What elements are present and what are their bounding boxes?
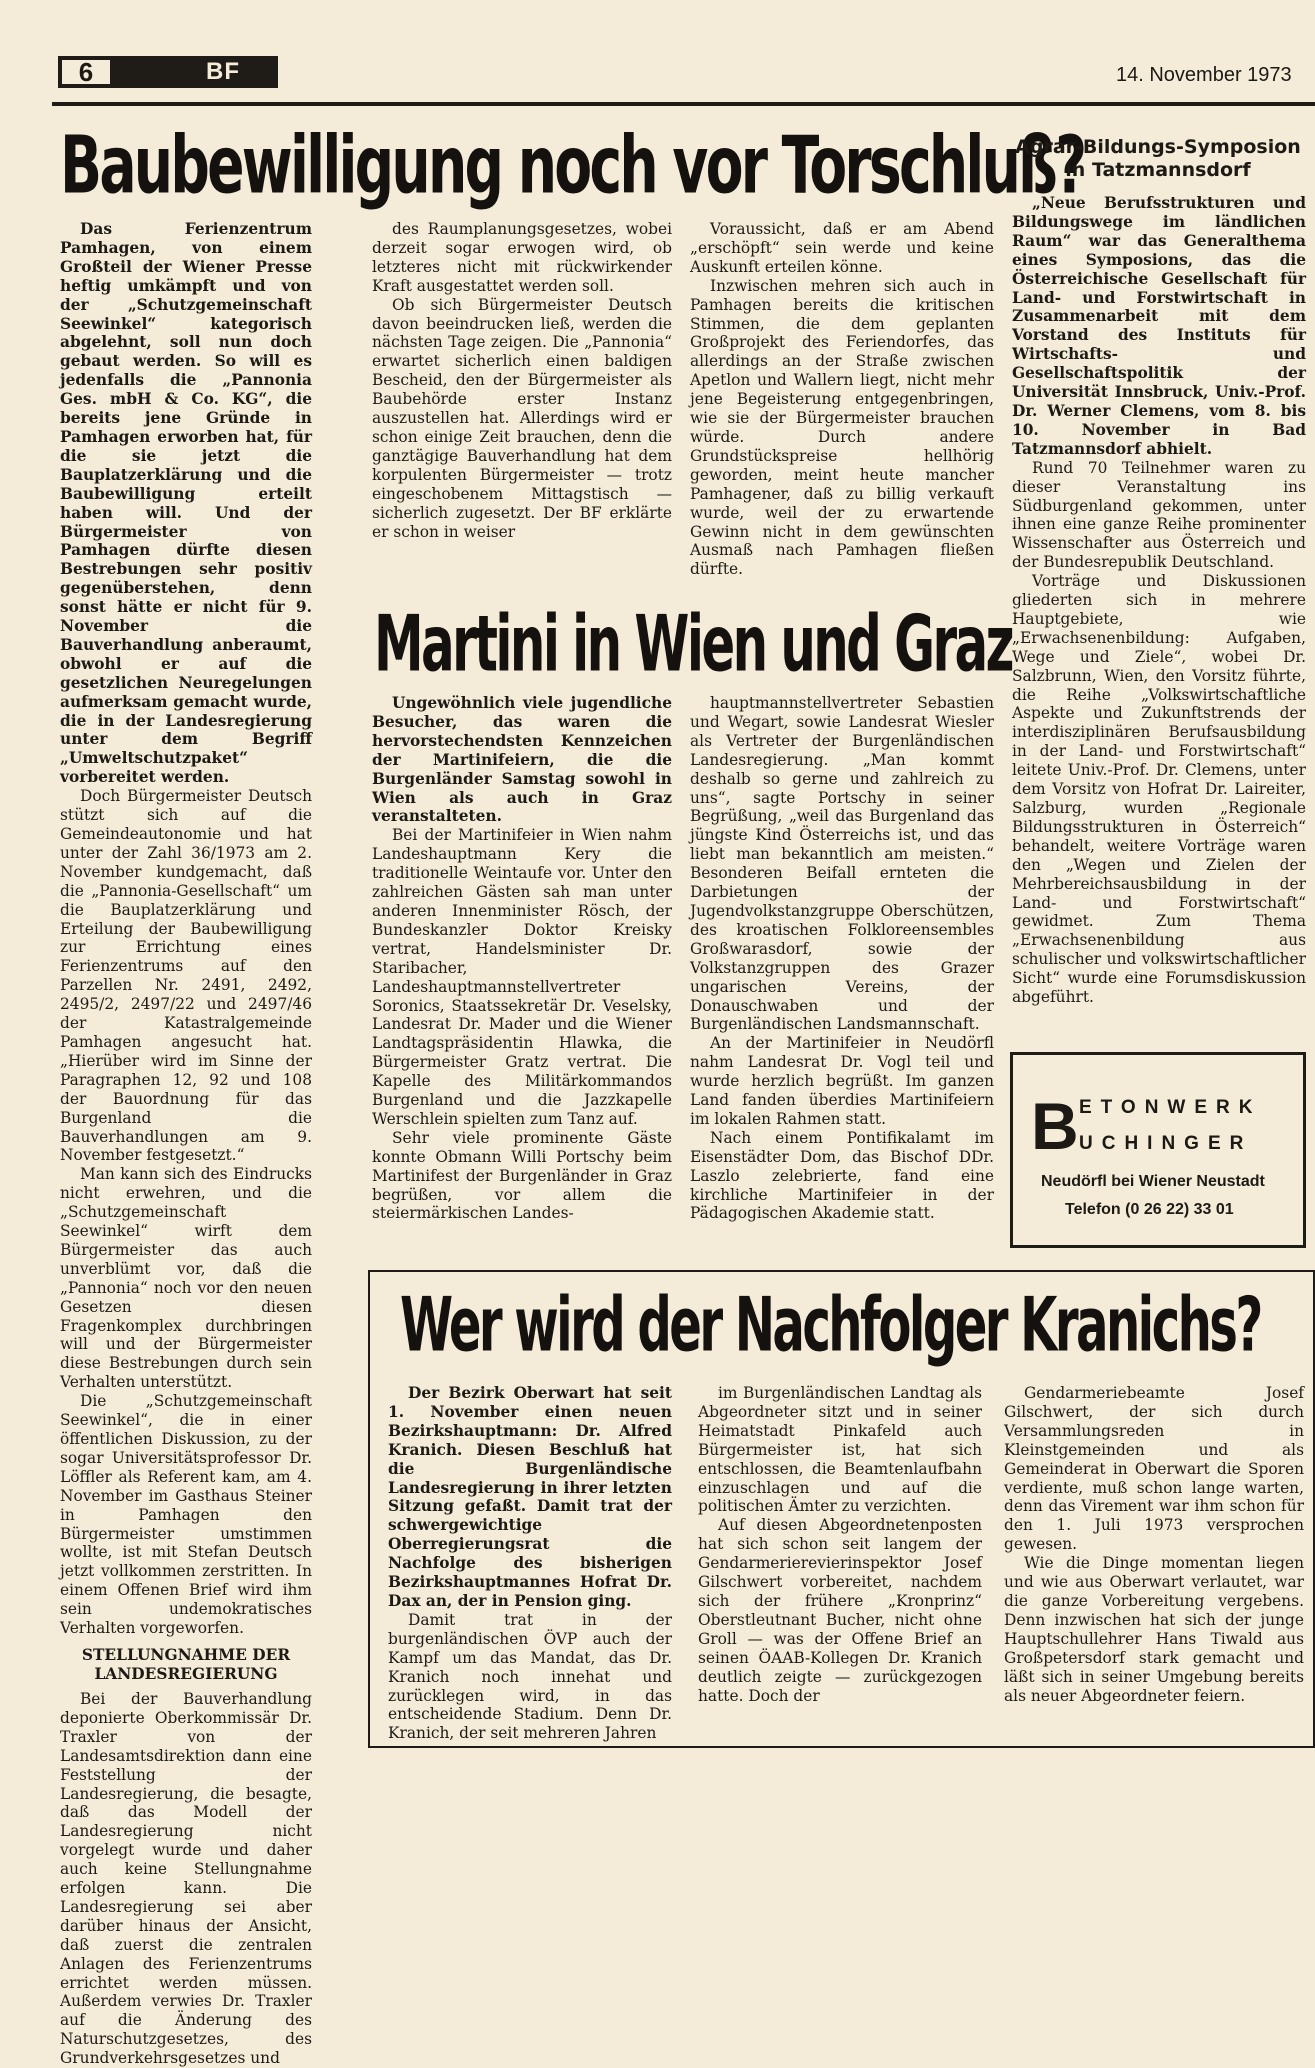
paragraph: Sehr viele prominente Gäste konnte Obmann Willi Portschy beim Martinifest der Burgenländer in Graz begrüßen, vor allem die steiermärkischen Landes- — [372, 1128, 672, 1223]
paragraph: Die „Schutzgemeinschaft Seewinkel“, die in einer öffentlichen Diskussion, zu der sogar Universitätsprofessor Dr. Löffler als Referent kam, am 4. November im Gasthaus Steiner in Pamhagen den Bürgermeister umstimmen wollte, ist mit Stefan Deutsch jetzt vollkommen zerstritten. In einem Offenen Brief wird ihm sein undemokratisches Verhalten vorgeworfen. — [60, 1392, 312, 1638]
paragraph: Wie die Dinge momentan liegen und wie aus Oberwart verlautet, war die ganze Vorbereitung vergebens. Denn inzwischen hat sich der junge Hauptschullehrer Hans Tiwald aus Großpetersdorf stark gemacht und läßt sich in seiner Umgebung bereits als neuer Abgeordneter feiern. — [1004, 1554, 1304, 1705]
headline-baubewilligung: Baubewilligung noch vor Torschluß? — [60, 120, 1085, 213]
article4-col1-body — [388, 1384, 672, 1743]
paragraph: Man kann sich des Eindrucks nicht erwehren, und die „Schutzgemeinschaft Seewinkel“ wirft dem Bürgermeister das auch unverblümt vor, daß die „Pannonia“ noch vor den neuen Gesetzen diesen Fragenkomplex durchbringen will und der Bürgermeister diese Bestrebungen durch sein Verhalten unterstützt. — [60, 1165, 312, 1392]
ad-line1: ETONWERK — [1079, 1097, 1262, 1118]
ad-betonwerk-buchinger — [1010, 1052, 1306, 1248]
article4-col2 — [698, 1384, 982, 1705]
article1-col2-body — [372, 220, 672, 541]
header-rule — [52, 102, 1315, 106]
paragraph: Damit trat in der burgenländischen ÖVP auch der Kampf um das Mandat, das Dr. Kranich noch innehat und zurücklegen wird, in das entscheidende Stadium. Denn Dr. Kranich, der seit mehreren Jahren — [388, 1610, 672, 1743]
article2-col2 — [690, 694, 994, 1223]
ad-address: Neudörfl bei Wiener Neustadt — [1041, 1173, 1265, 1190]
paragraph: Voraussicht, daß er am Abend „erschöpft“ sein werde und keine Auskunft erteilen könne. — [690, 220, 994, 276]
paragraph: Ob sich Bürgermeister Deutsch davon beeindrucken ließ, werden die nächsten Tage zeigen. Die „Pannonia“ erwartet sicherlich einen baldigen Bescheid, den der Bürgermeister als Baubehörde erster Instanz auszustellen hat. Allerdings wird er schon einige Zeit brauchen, denn die ganztägige Bauverhandlung hat dem korpulenten Bürgermeister — trotz eingeschobenem Mittagstisch — sicherlich zugesetzt. Der BF erklärte er schon in weiser — [372, 295, 672, 541]
article1-subheading: STELLUNGNAHME DER LANDESREGIERUNG — [81, 1645, 291, 1683]
paragraph: hauptmannstellvertreter Sebastien und Wegart, sowie Landesrat Wiesler als Vertreter der Burgenländischen Landesregierung. „Man kommt deshalb so gerne und zahlreich zu uns“, sagte Portschy in seiner Begrüßung, „weil das Burgenland das jüngste Kind Österreichs ist, und das liebt man bekanntlich am meisten.“ Besonderen Beifall ernteten die Darbietungen der Jugendvolkstanzgruppe Oberschützen, des kroatischen Folkloreensembles Großwarasdorf, sowie der Volkstanzgruppen des Grazer ungarischen Vereins, der Donauschwaben und der Burgenländischen Landsmannschaft. — [690, 694, 994, 1034]
article1-col2 — [372, 220, 672, 541]
paragraph: Auf diesen Abgeordnetenposten hat sich schon seit langem der Gendarmerierevierinspektor Josef Gilschwert vorbereitet, nachdem sich der frühere „Kronprinz“ Oberstleutnant Bucher, nicht ohne Groll — was der Offene Brief an seinen ÖAAB-Kollegen Dr. Kranich deutlich zeigte — zurückgezogen hatte. Doch der — [698, 1516, 982, 1705]
paragraph: Das Ferienzentrum Pamhagen, von einem Großteil der Wiener Presse heftig umkämpft und von der „Schutzgemeinschaft Seewinkel“ kategorisch abgelehnt, soll nun doch gebaut werden. So will es jedenfalls die „Pannonia Ges. mbH & Co. KG“, die bereits jene Gründe in Pamhagen erworben hat, für die sie jetzt die Bauplatzerklärung und die Baubewilligung erteilt haben will. Und der Bürgermeister von Pamhagen dürfte diesen Bestrebungen sehr positiv gegenüberstehen, denn sonst hätte er nicht für 9. November die Bauverhandlung anberaumt, obwohl er auf die gesetzlichen Neuregelungen aufmerksam gemacht wurde, die in der Landesregierung unter dem Begriff „Umweltschutzpaket“ vorbereitet werden. — [60, 220, 312, 787]
article1-col3-body — [690, 220, 994, 579]
article4-col3-body — [1004, 1384, 1304, 1705]
article1-col1 — [60, 220, 312, 2068]
paragraph: Inzwischen mehren sich auch in Pamhagen bereits die kritischen Stimmen, die dem geplanten Großprojekt des Feriendorfes, das allerdings an der Straße zwischen Apetlon und Wallern liegt, nicht mehr jene Begeisterung entgegenbringen, wie sie der Bürgermeister brauchen würde. Durch andere Grundstückspreise hellhörig geworden, meint heute mancher Pamhagener, daß zu billig verkauft wurde, weil der zu erwartende Gewinn nicht in dem gewünschten Ausmaß nach Pamhagen fließen dürfte. — [690, 276, 994, 579]
paragraph: Gendarmeriebeamte Josef Gilschwert, der sich durch Versammlungsreden in Kleinstgemeinden und als Gemeinderat in Oberwart die Sporen verdiente, muß schon lange warten, denn das Virement war ihm schon für den 1. Juli 1973 versprochen gewesen. — [1004, 1384, 1304, 1554]
paragraph: Ungewöhnlich viele jugendliche Besucher, das waren die hervorstechendsten Kennzeichen der Martinifeiern, die die Burgenländer Samstag sowohl in Wien als auch in Graz veranstalteten. — [372, 694, 672, 826]
article3-body-paragraphs — [1012, 194, 1306, 1007]
paragraph: Bei der Bauverhandlung deponierte Oberkommissär Dr. Traxler von der Landesamtsdirektion dann eine Feststellung der Landesregierung, die besagte, daß das Modell der Landesregierung nicht vorgelegt wurde und daher auch keine Stellungnahme erfolgen kann. Die Landesregierung sei aber darüber hinaus der Ansicht, daß zuerst die zentralen Anlagen des Ferienzentrums errichtet werden müssen. Außerdem verwies Dr. Traxler auf die Änderung des Naturschutzgesetzes, des Grundverkehrsgesetzes und — [60, 1689, 312, 2068]
headline-agrar: Agrar-Bildungs-Symposion in Tatzmannsdorf — [1015, 136, 1301, 181]
article2-col1-body — [372, 694, 672, 1223]
paragraph: An der Martinifeier in Neudörfl nahm Landesrat Dr. Vogl teil und wurde herzlich begrüßt. Im ganzen Land fanden überdies Martinifeiern im lokalen Rahmen statt. — [690, 1034, 994, 1128]
ad-phone: Telefon (0 26 22) 33 01 — [1065, 1201, 1234, 1218]
section-label: BF — [206, 58, 240, 85]
article4-col1 — [388, 1384, 672, 1743]
article2-col1 — [372, 694, 672, 1223]
paragraph: Nach einem Pontifikalamt im Eisenstädter Dom, das Bischof DDr. Laszlo zelebrierte, fand eine kirchliche Martinifeier in der Pädagogischen Akademie statt. — [690, 1128, 994, 1223]
article1-col3 — [690, 220, 994, 579]
paragraph: „Neue Berufsstrukturen und Bildungswege im ländlichen Raum“ war das Generalthema eines Symposions, das die Österreichische Gesellschaft für Land- und Forstwirtschaft in Zusammenarbeit mit dem Vorstand des Instituts für Wirtschafts- und Gesellschaftspolitik der Universität Innsbruck, Univ.-Prof. Dr. Werner Clemens, vom 8. bis 10. November in Bad Tatzmannsdorf abhielt. — [1012, 194, 1306, 458]
paragraph: Vorträge und Diskussionen gliederten sich in mehrere Hauptgebiete, wie „Erwachsenenbildung: Aufgaben, Wege und Ziele“, wobei Dr. Salzbrunn, Wien, den Vorsitz führte, die Reihe „Volkswirtschaftliche Aspekte und Zukunftstrends der interdisziplinären Berufsausbildung in der Land- und Forstwirtschaft“ leitete Univ.-Prof. Dr. Clemens, unter dem Vorsitz von Hofrat Dr. Laireiter, Salzburg, wurden „Regionale Bildungsstrukturen in Österreich“ behandelt, weitere Vorträge waren den „Wegen und Zielen der Mehrbereichsausbildung in der Land- und Forstwirtschaft“ gewidmet. Zum Thema „Erwachsenenbildung aus schulischer und volkswirtschaftlicher Sicht“ wurde eine Forumsdiskussion abgeführt. — [1012, 572, 1306, 1007]
paragraph: Rund 70 Teilnehmer waren zu dieser Veranstaltung ins Südburgenland gekommen, unter ihnen eine ganze Reihe prominenter Wissenschafter aus Österreich und der Bundesrepublik Deutschland. — [1012, 458, 1306, 572]
paragraph: Doch Bürgermeister Deutsch stützt sich auf die Gemeindeautonomie und hat unter der Zahl 36/1973 am 2. November kundgemacht, daß die „Pannonia-Gesellschaft“ um die Bauplatzerklärung und Erteilung der Baubewilligung zur Errichtung eines Ferienzentrums auf den Parzellen Nr. 2491, 2492, 2495/2, 2497/22 und 2497/46 der Katastralgemeinde Pamhagen angesucht hat. „Hierüber wird im Sinne der Paragraphen 12, 92 und 108 der Bauordnung für das Burgenland die Bauverhandlungen am 9. November festgesetzt.“ — [60, 787, 312, 1165]
page-number: 6 — [60, 58, 112, 86]
headline-martini: Martini in Wien und Graz — [374, 598, 1013, 690]
article2-col2-body — [690, 694, 994, 1223]
article4-col3 — [1004, 1384, 1304, 1705]
ad-line2: UCHINGER — [1079, 1133, 1253, 1154]
ad-initial-letter: B — [1031, 1089, 1079, 1163]
issue-date: 14. November 1973 — [1116, 64, 1292, 86]
paragraph: Der Bezirk Oberwart hat seit 1. November einen neuen Bezirkshauptmann: Dr. Alfred Kranich. Diesen Beschluß hat die Burgenländische Landesregierung in ihrer letzten Sitzung gefaßt. Damit trat der schwergewichtige Oberregierungsrat die Nachfolge des bisherigen Bezirkshauptmannes Hofrat Dr. Dax an, der in Pension ging. — [388, 1384, 672, 1610]
article3-body — [1012, 194, 1306, 1007]
paragraph: im Burgenländischen Landtag als Abgeordneter sitzt und in seiner Heimatstadt Pinkafeld auch Bürgermeister ist, hat sich entschlossen, die Beamtenlaufbahn einzuschlagen und auf die politischen Ämter zu verzichten. — [698, 1384, 982, 1516]
paragraph: Bei der Martinifeier in Wien nahm Landeshauptmann Kery die traditionelle Weintaufe vor. Unter den zahlreichen Gästen sah man unter anderen Innenminister Rösch, der Bundeskanzler Doktor Kreisky vertrat, Handelsminister Dr. Staribacher, Landeshauptmannstellvertreter Soronics, Staatssekretär Dr. Veselsky, Landesrat Dr. Mader und die Wiener Landtagspräsidentin Hlawka, die Bürgermeister Gratz vertrat. Die Kapelle des Militärkommandos Burgenland und die Jazzkapelle Werschlein spielten zum Tanz auf. — [372, 826, 672, 1128]
article4-col2-body — [698, 1384, 982, 1705]
article1-col1b-body — [60, 1690, 312, 2068]
headline-kranich: Wer wird der Nachfolger Kranichs? — [400, 1282, 1261, 1370]
paragraph: des Raumplanungsgesetzes, wobei derzeit sogar erwogen wird, ob letzteres nicht mit rückwirkender Kraft ausgestattet werden soll. — [372, 220, 672, 295]
article1-col1-body — [60, 220, 312, 1638]
